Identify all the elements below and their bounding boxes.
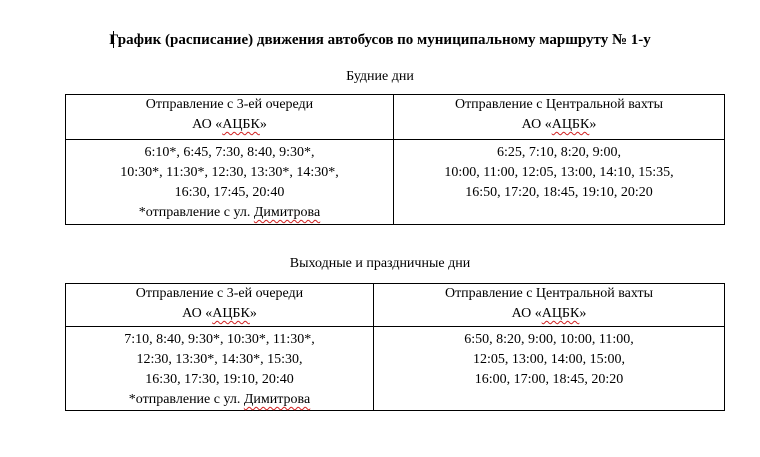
note-street: Димитрова: [253, 205, 321, 220]
times-line: 16:30, 17:45, 20:40: [174, 185, 285, 200]
departure-note: [70, 203, 389, 223]
header-org-line: [398, 115, 720, 135]
org-suffix: »: [249, 306, 257, 321]
org-name: АЦБК: [222, 117, 260, 132]
weekdays-col1-times: [66, 140, 394, 225]
weekends-times-row: [66, 327, 725, 411]
times-line: 12:30, 13:30*, 14:30*, 15:30,: [136, 352, 303, 367]
weekends-col1-times: [66, 327, 374, 411]
times-line: 6:25, 7:10, 8:20, 9:00,: [496, 145, 622, 160]
header-line: Отправление с Центральной вахты: [444, 286, 654, 301]
departure-note: [70, 390, 369, 410]
weekends-col1-header: [66, 284, 374, 327]
weekdays-col1-header: [66, 95, 394, 140]
times-line: 16:00, 17:00, 18:45, 20:20: [474, 372, 624, 387]
times-line: 10:00, 11:00, 12:05, 13:00, 14:10, 15:35,: [444, 165, 674, 180]
weekends-heading: Выходные и праздничные дни: [289, 256, 471, 271]
weekdays-col2-header: [394, 95, 725, 140]
times-line: 10:30*, 11:30*, 12:30, 13:30*, 14:30*,: [120, 165, 339, 180]
header-line: Отправление с 3-ей очереди: [145, 97, 314, 112]
header-line: Отправление с Центральной вахты: [454, 97, 664, 112]
org-name: АЦБК: [551, 117, 590, 132]
weekends-header-row: [66, 284, 725, 327]
weekends-col2-times: [374, 327, 725, 411]
org-suffix: »: [579, 306, 587, 321]
org-suffix: »: [259, 117, 267, 132]
weekdays-col2-times: [394, 140, 725, 225]
header-org-line: [378, 304, 720, 324]
times-line: 16:30, 17:30, 19:10, 20:40: [145, 372, 294, 387]
org-name: АЦБК: [212, 306, 250, 321]
times-line: 12:05, 13:00, 14:00, 15:00,: [472, 352, 626, 367]
org-prefix: АО «: [182, 306, 213, 321]
header-org-line: [70, 304, 369, 324]
note-prefix: *отправление с ул.: [128, 392, 244, 407]
org-name: АЦБК: [541, 306, 580, 321]
times-line: 16:50, 17:20, 18:45, 19:10, 20:20: [465, 185, 653, 200]
weekdays-times-row: [66, 140, 725, 225]
weekdays-heading: Будние дни: [346, 69, 414, 84]
weekends-table: [65, 283, 725, 411]
org-prefix: АО «: [192, 117, 223, 132]
org-prefix: АО «: [521, 117, 552, 132]
weekdays-table: [65, 94, 725, 225]
document-title: График (расписание) движения автобусов по муниципальному маршруту № 1-у: [109, 32, 651, 48]
org-suffix: »: [589, 117, 597, 132]
weekdays-header-row: [66, 95, 725, 140]
weekends-col2-header: [374, 284, 725, 327]
note-street: Димитрова: [243, 392, 311, 407]
note-prefix: *отправление с ул.: [138, 205, 254, 220]
header-line: Отправление с 3-ей очереди: [135, 286, 304, 301]
times-line: 6:50, 8:20, 9:00, 10:00, 11:00,: [464, 332, 634, 347]
times-line: 7:10, 8:40, 9:30*, 10:30*, 11:30*,: [124, 332, 315, 347]
header-org-line: [70, 115, 389, 135]
org-prefix: АО «: [511, 306, 542, 321]
times-line: 6:10*, 6:45, 7:30, 8:40, 9:30*,: [144, 145, 315, 160]
